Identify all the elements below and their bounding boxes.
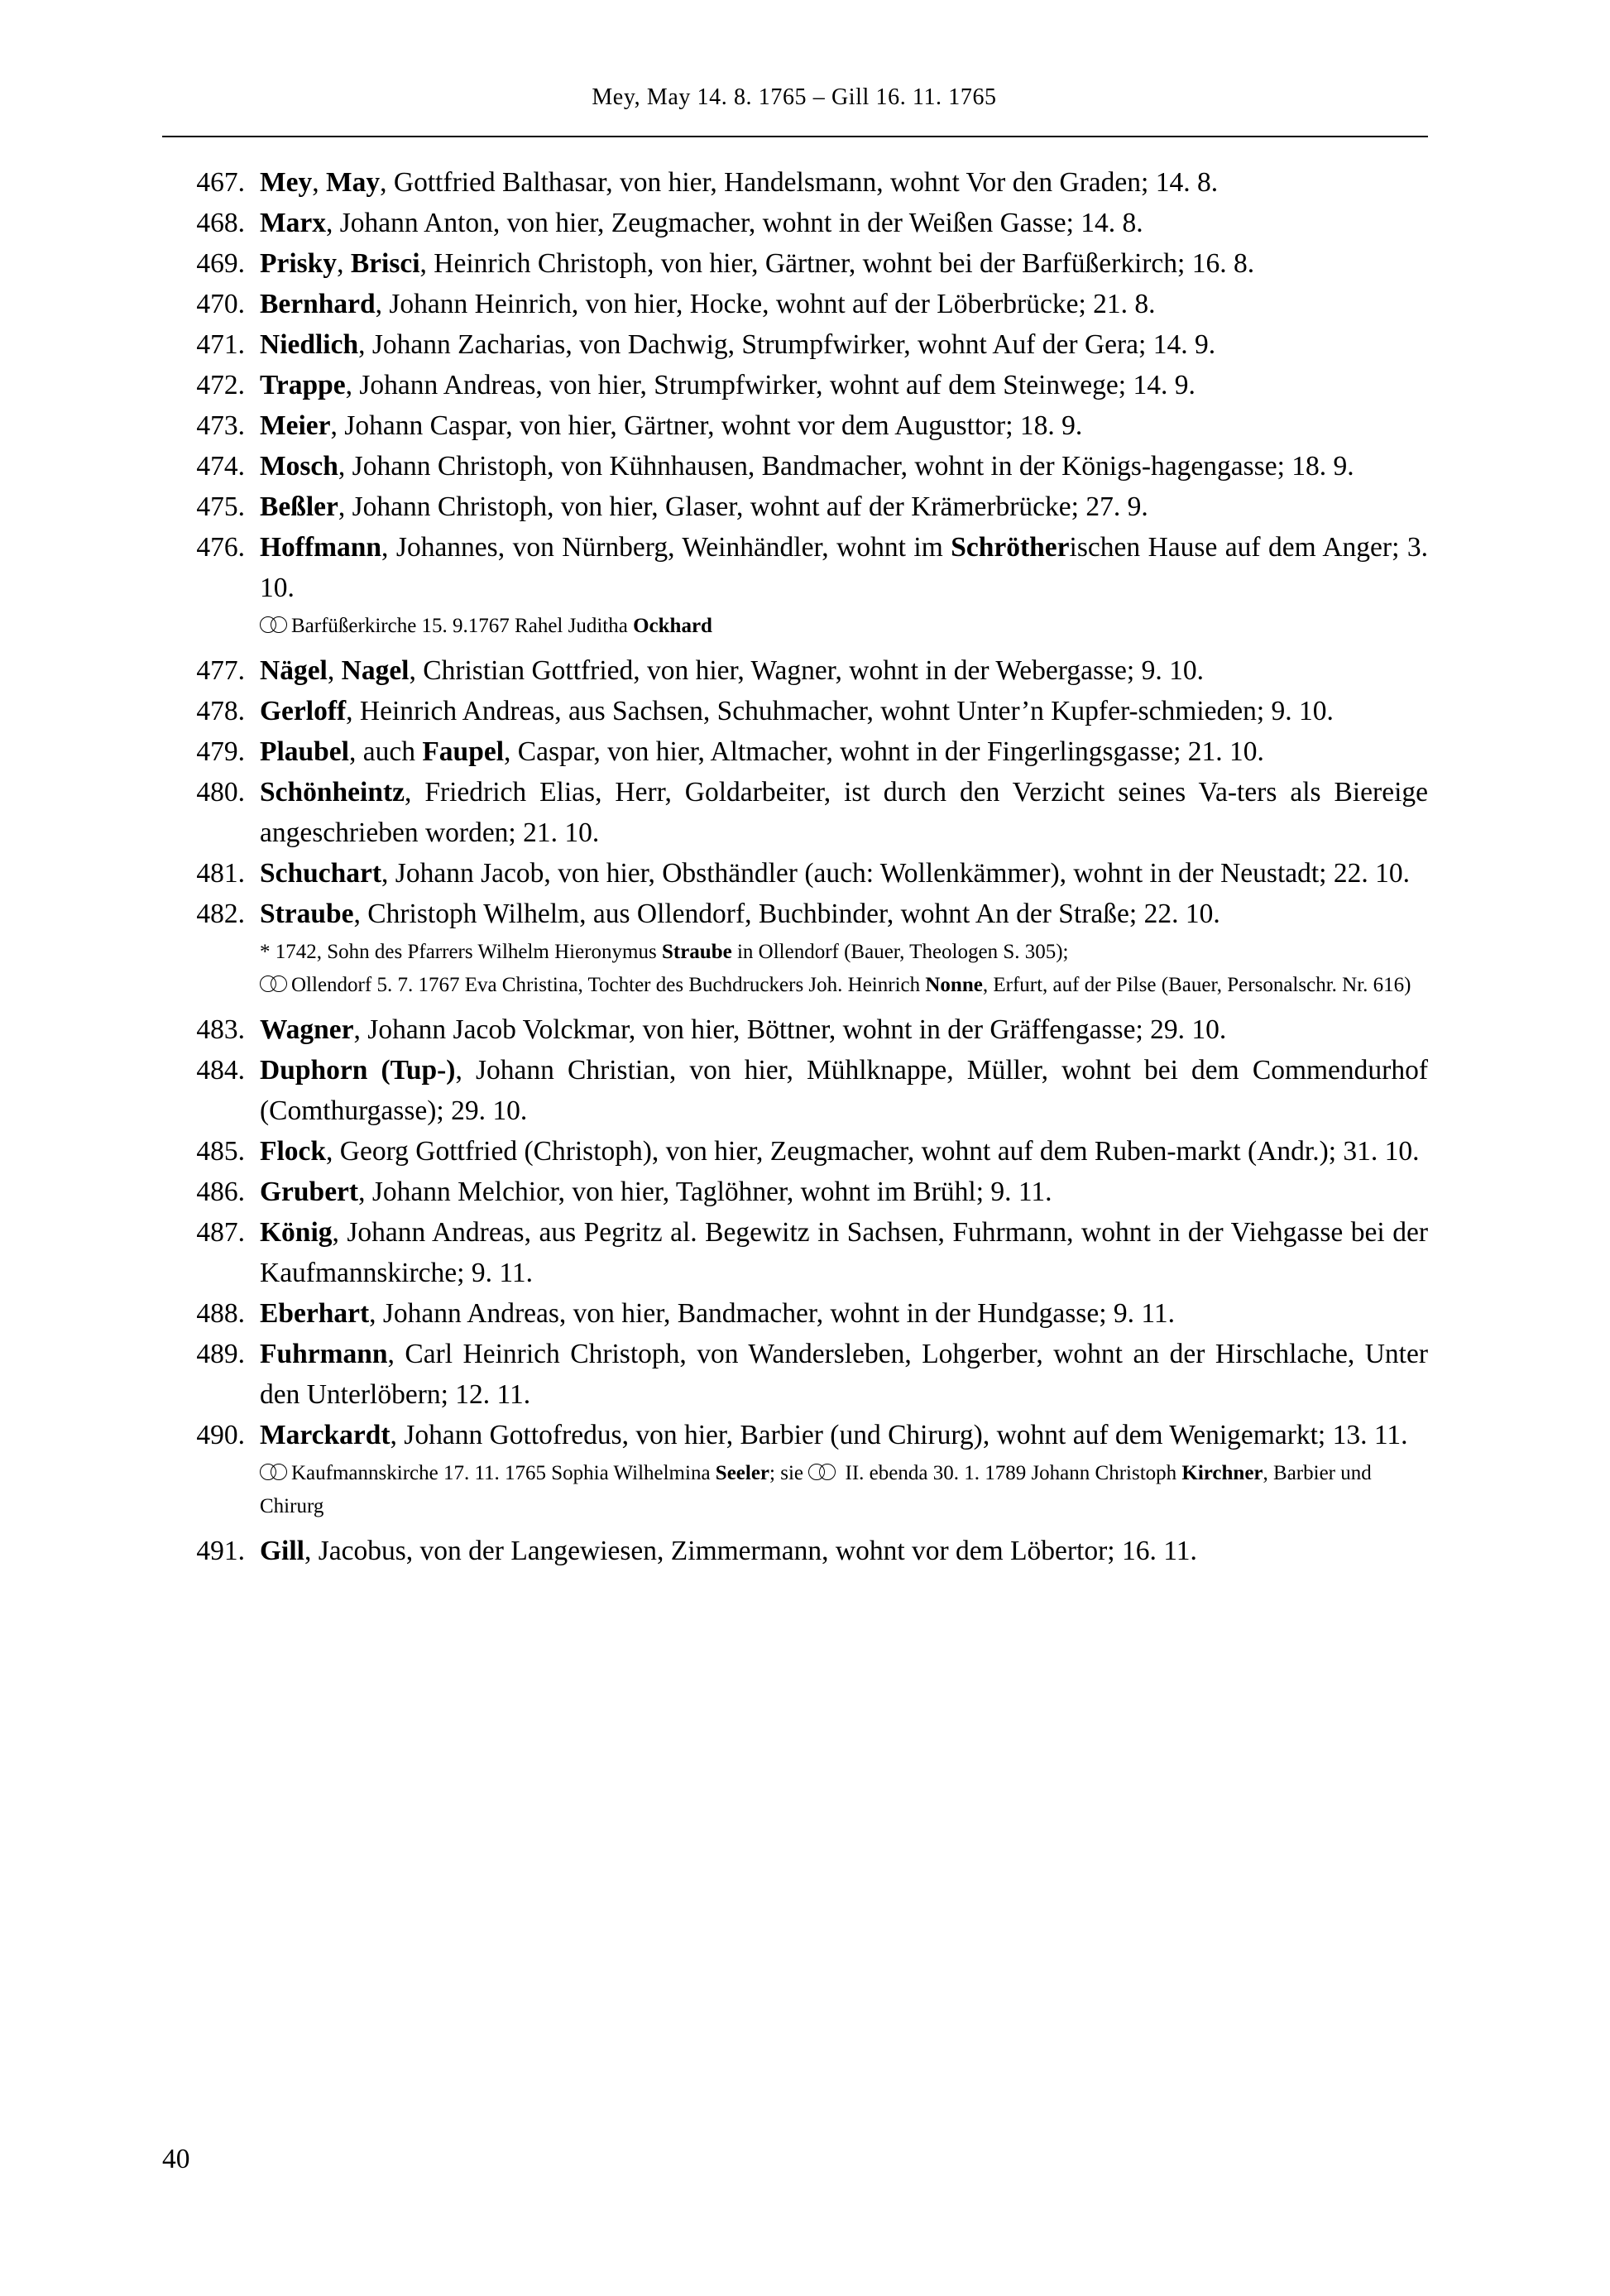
- surname-bold: Gill: [260, 1536, 304, 1566]
- entry-number: 476.: [196, 532, 245, 563]
- surname-bold: Prisky: [260, 248, 338, 279]
- surname-bold: Wagner: [260, 1014, 354, 1045]
- entry-detail-text: , Jacobus, von der Langewiesen, Zimmermann, wohnt vor dem Löbertor; 16. 11.: [304, 1536, 1197, 1566]
- entry-body: [260, 1212, 1428, 1293]
- note-body: [260, 1457, 1428, 1523]
- entry-body: [260, 1293, 1428, 1334]
- entry-detail-text: Barfüßerkirche 15. 9.1767 Rahel Juditha: [291, 615, 634, 637]
- surname-bold: Schönheintz: [260, 777, 405, 808]
- entry-number: 480.: [196, 777, 245, 808]
- entry-number: 481.: [196, 858, 245, 889]
- entry-row: [162, 1531, 1428, 1571]
- entry-detail-text: Kaufmannskirche 17. 11. 1765 Sophia Wilhelmina: [291, 1462, 716, 1484]
- entry-number: 479.: [196, 736, 245, 767]
- entry-notes: [162, 936, 1428, 1002]
- entry-row: [162, 284, 1428, 324]
- entry-body: [260, 1009, 1428, 1050]
- entry-row: [162, 1334, 1428, 1415]
- surname-bold: Flock: [260, 1136, 327, 1167]
- entry-list: [162, 162, 1428, 1571]
- entry-number: 482.: [196, 899, 245, 929]
- entry-detail-text: , Johann Melchior, von hier, Taglöhner, wohnt im Brühl; 9. 11.: [358, 1177, 1052, 1207]
- surname-bold: Eberhart: [260, 1298, 370, 1329]
- entry-detail-text: , Georg Gottfried (Christoph), von hier, Zeugmacher, wohnt auf dem Ruben-markt (Andr.); 31. 10.: [326, 1136, 1420, 1167]
- note-body: [260, 936, 1428, 969]
- entry-number: 469.: [196, 248, 245, 279]
- surname-bold: Schuchart: [260, 858, 382, 889]
- note-body: [260, 610, 1428, 643]
- entry-body: [260, 894, 1428, 934]
- entry-row: [162, 894, 1428, 934]
- entry-body: [260, 731, 1428, 772]
- entry-detail-text: ischen Hause auf dem Anger; 3. 10.: [260, 532, 1428, 603]
- entry-row: [162, 446, 1428, 487]
- entry-body: [260, 487, 1428, 527]
- entry-detail-text: , Heinrich Christoph, von hier, Gärtner, wohnt bei der Barfüßerkirch; 16. 8.: [419, 248, 1255, 279]
- entry-number: 491.: [196, 1536, 245, 1566]
- entry-number: 468.: [196, 208, 245, 238]
- surname-bold: Seeler: [715, 1462, 770, 1484]
- surname-bold: Fuhrmann: [260, 1339, 388, 1369]
- surname-bold: Schröther: [951, 532, 1070, 563]
- entry-detail-text: , Christian Gottfried, von hier, Wagner, wohnt in der Webergasse; 9. 10.: [409, 655, 1204, 686]
- surname-bold: Straube: [260, 899, 354, 929]
- marriage-symbol-icon: [808, 1464, 836, 1480]
- entry-row: [162, 1212, 1428, 1293]
- entry-row: [162, 691, 1428, 731]
- entry-number: 474.: [196, 451, 245, 482]
- marriage-symbol-icon: [260, 1464, 288, 1480]
- surname-bold: Duphorn (Tup-): [260, 1055, 456, 1086]
- entry-number: 478.: [196, 696, 245, 726]
- note-body: [260, 969, 1428, 1002]
- entry-body: [260, 365, 1428, 405]
- entry-detail-text: in Ollendorf (Bauer, Theologen S. 305);: [731, 941, 1069, 963]
- entry-detail-text: Ollendorf 5. 7. 1767 Eva Christina, Tochter des Buchdruckers Joh. Heinrich: [291, 974, 926, 996]
- surname-bold: Gerloff: [260, 696, 347, 726]
- entry-detail-text: , Johann Anton, von hier, Zeugmacher, wohnt in der Weißen Gasse; 14. 8.: [326, 208, 1143, 238]
- surname-bold: Nägel: [260, 655, 328, 686]
- entry-detail-text: , Johann Jacob, von hier, Obsthändler (auch: Wollenkämmer), wohnt in der Neustadt; 22. 10.: [381, 858, 1410, 889]
- entry-detail-text: , Carl Heinrich Christoph, von Wandersleben, Lohgerber, wohnt an der Hirschlache, Unter den Unterlöbern; 12. 11.: [260, 1339, 1428, 1410]
- entry-row: [162, 1293, 1428, 1334]
- entry-row: [162, 731, 1428, 772]
- entry-number: 483.: [196, 1014, 245, 1045]
- surname-bold: Kirchner: [1181, 1462, 1263, 1484]
- entry-detail-text: ,: [337, 248, 351, 279]
- entry-number: 472.: [196, 370, 245, 400]
- entry-number: 467.: [196, 167, 245, 198]
- surname-bold: May: [326, 167, 381, 198]
- header-rule: [162, 136, 1428, 137]
- entry-body: [260, 203, 1428, 243]
- entry-body: [260, 527, 1428, 608]
- entry-detail-text: ; sie: [769, 1462, 809, 1484]
- entry-number: 490.: [196, 1420, 245, 1450]
- entry-detail-text: , Johann Christoph, von Kühnhausen, Bandmacher, wohnt in der Königs-hagengasse; 18. 9.: [338, 451, 1354, 482]
- entry-detail-text: , Johann Caspar, von hier, Gärtner, wohnt vor dem Augusttor; 18. 9.: [330, 410, 1083, 441]
- entry-number: 487.: [196, 1217, 245, 1248]
- entry-detail-text: , Johann Gottofredus, von hier, Barbier (und Chirurg), wohnt auf dem Wenigemarkt; 13. 11.: [390, 1420, 1408, 1450]
- entry-body: [260, 1050, 1428, 1131]
- note-line: [162, 969, 1428, 1002]
- surname-bold: Nagel: [341, 655, 410, 686]
- surname-bold: Marx: [260, 208, 326, 238]
- marriage-symbol-icon: [260, 616, 288, 633]
- entry-detail-text: , Friedrich Elias, Herr, Goldarbeiter, ist durch den Verzicht seines Va-ters als Biereige angeschrieben worden; 21. 10.: [260, 777, 1428, 848]
- entry-number: 485.: [196, 1136, 245, 1167]
- entry-body: [260, 162, 1428, 203]
- entry-detail-text: , Christoph Wilhelm, aus Ollendorf, Buchbinder, wohnt An der Straße; 22. 10.: [353, 899, 1220, 929]
- entry-body: [260, 691, 1428, 731]
- entry-detail-text: , Heinrich Andreas, aus Sachsen, Schuhmacher, wohnt Unter’n Kupfer-schmieden; 9. 10.: [346, 696, 1334, 726]
- entry-number: 488.: [196, 1298, 245, 1329]
- entry-detail-text: , auch: [348, 736, 423, 767]
- entry-body: [260, 1415, 1428, 1455]
- surname-bold: Trappe: [260, 370, 346, 400]
- surname-bold: Niedlich: [260, 329, 359, 360]
- entry-body: [260, 284, 1428, 324]
- surname-bold: Plaubel: [260, 736, 349, 767]
- entry-row: [162, 1009, 1428, 1050]
- entry-body: [260, 772, 1428, 853]
- entry-number: 486.: [196, 1177, 245, 1207]
- entry-row: [162, 405, 1428, 446]
- entry-body: [260, 243, 1428, 284]
- entry-detail-text: II. ebenda 30. 1. 1789 Johann Christoph: [840, 1462, 1182, 1484]
- entry-row: [162, 487, 1428, 527]
- entry-body: [260, 1131, 1428, 1172]
- entry-notes: [162, 1457, 1428, 1523]
- entry-notes: [162, 610, 1428, 643]
- entry-detail-text: , Johann Andreas, von hier, Strumpfwirker, wohnt auf dem Steinwege; 14. 9.: [345, 370, 1196, 400]
- entry-detail-text: ,: [312, 167, 326, 198]
- entry-number: 489.: [196, 1339, 245, 1369]
- entry-detail-text: , Gottfried Balthasar, von hier, Handelsmann, wohnt Vor den Graden; 14. 8.: [380, 167, 1219, 198]
- entry-detail-text: , Johann Andreas, von hier, Bandmacher, wohnt in der Hundgasse; 9. 11.: [369, 1298, 1176, 1329]
- entry-detail-text: , Erfurt, auf der Pilse (Bauer, Personalschr. Nr. 616): [982, 974, 1411, 996]
- entry-row: [162, 1172, 1428, 1212]
- entry-row: [162, 162, 1428, 203]
- entry-row: [162, 1131, 1428, 1172]
- entry-number: 477.: [196, 655, 245, 686]
- running-head: Mey, May 14. 8. 1765 – Gill 16. 11. 1765: [592, 84, 997, 110]
- entry-row: [162, 527, 1428, 608]
- surname-bold: Faupel: [422, 736, 504, 767]
- surname-bold: Beßler: [260, 491, 338, 522]
- entry-detail-text: 1742, Sohn des Pfarrers Wilhelm Hieronymus: [275, 941, 662, 963]
- entry-row: [162, 203, 1428, 243]
- entry-detail-text: , Barbier und Chirurg: [260, 1462, 1372, 1517]
- birth-asterisk-icon: *: [260, 941, 276, 963]
- surname-bold: Brisci: [350, 248, 420, 279]
- entry-detail-text: , Johannes, von Nürnberg, Weinhändler, wohnt im: [381, 532, 951, 563]
- surname-bold: Meier: [260, 410, 331, 441]
- entry-body: [260, 446, 1428, 487]
- entry-body: [260, 650, 1428, 691]
- surname-bold: Ockhard: [633, 615, 712, 637]
- note-line: [162, 936, 1428, 969]
- entry-row: [162, 324, 1428, 365]
- note-line: [162, 1457, 1428, 1523]
- entry-detail-text: ,: [327, 655, 342, 686]
- entry-row: [162, 1415, 1428, 1455]
- entry-detail-text: , Johann Heinrich, von hier, Hocke, wohnt auf der Löberbrücke; 21. 8.: [375, 289, 1156, 319]
- entry-body: [260, 1172, 1428, 1212]
- note-line: [162, 610, 1428, 643]
- entry-body: [260, 853, 1428, 894]
- entry-body: [260, 1531, 1428, 1571]
- entry-detail-text: , Johann Jacob Volckmar, von hier, Böttner, wohnt in der Gräffengasse; 29. 10.: [353, 1014, 1227, 1045]
- entry-row: [162, 650, 1428, 691]
- entry-row: [162, 243, 1428, 284]
- surname-bold: Nonne: [925, 974, 983, 996]
- marriage-symbol-icon: [260, 975, 288, 992]
- entry-detail-text: , Johann Zacharias, von Dachwig, Strumpfwirker, wohnt Auf der Gera; 14. 9.: [358, 329, 1216, 360]
- surname-bold: Marckardt: [260, 1420, 391, 1450]
- entry-number: 471.: [196, 329, 245, 360]
- surname-bold: Straube: [661, 941, 732, 963]
- surname-bold: Mey: [260, 167, 313, 198]
- entry-body: [260, 405, 1428, 446]
- entry-number: 473.: [196, 410, 245, 441]
- entry-row: [162, 853, 1428, 894]
- entry-body: [260, 324, 1428, 365]
- entry-row: [162, 772, 1428, 853]
- entry-number: 484.: [196, 1055, 245, 1086]
- entry-number: 475.: [196, 491, 245, 522]
- surname-bold: König: [260, 1217, 333, 1248]
- surname-bold: Hoffmann: [260, 532, 382, 563]
- entry-detail-text: , Caspar, von hier, Altmacher, wohnt in der Fingerlingsgasse; 21. 10.: [504, 736, 1264, 767]
- entry-detail-text: , Johann Andreas, aus Pegritz al. Begewitz in Sachsen, Fuhrmann, wohnt in der Viehgasse bei der Kaufmannskirche; 9. 11.: [260, 1217, 1428, 1288]
- page-number: 40: [162, 2144, 190, 2174]
- surname-bold: Grubert: [260, 1177, 359, 1207]
- surname-bold: Bernhard: [260, 289, 376, 319]
- entry-detail-text: , Johann Christoph, von hier, Glaser, wohnt auf der Krämerbrücke; 27. 9.: [338, 491, 1148, 522]
- surname-bold: Mosch: [260, 451, 338, 482]
- entry-body: [260, 1334, 1428, 1415]
- entry-row: [162, 1050, 1428, 1131]
- entry-number: 470.: [196, 289, 245, 319]
- entry-detail-text: , Johann Christian, von hier, Mühlknappe, Müller, wohnt bei dem Commendurhof (Comthurgasse); 29. 10.: [260, 1055, 1428, 1126]
- entry-row: [162, 365, 1428, 405]
